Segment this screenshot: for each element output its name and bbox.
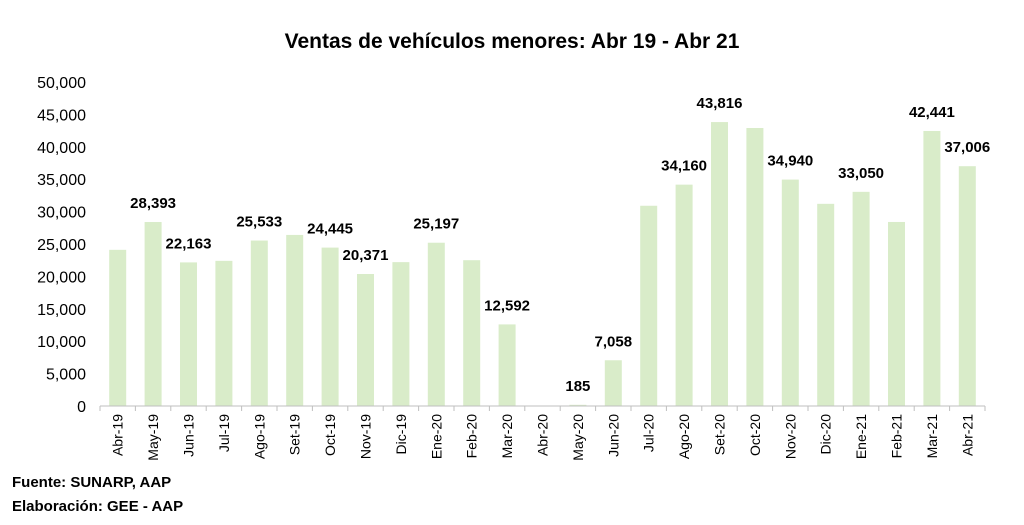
bar: [180, 262, 197, 406]
x-tick-label: May-19: [145, 414, 162, 461]
bar: [322, 248, 339, 406]
data-label: 34,160: [661, 157, 708, 175]
x-tick-label: Mar-20: [499, 414, 516, 459]
y-tick-label: 0: [77, 399, 86, 416]
data-label: 25,533: [236, 213, 283, 231]
bar: [286, 235, 303, 406]
bar: [711, 122, 728, 406]
x-tick-label: Ago-19: [251, 414, 268, 460]
data-label: 12,592: [484, 297, 531, 315]
bar: [357, 274, 374, 406]
x-tick-label: Nov-19: [357, 414, 374, 460]
data-label: 22,163: [165, 235, 212, 253]
y-tick-label: 40,000: [37, 139, 86, 157]
bar: [215, 261, 232, 406]
data-label: 7,058: [594, 333, 633, 351]
data-label: 37,006: [944, 139, 991, 157]
x-tick-label: Abr-19: [109, 414, 126, 457]
y-tick-label: 45,000: [37, 107, 86, 125]
bar: [640, 206, 657, 406]
bar: [605, 360, 622, 406]
x-tick-label: Jul-19: [215, 414, 232, 453]
x-tick-label: Ago-20: [676, 414, 693, 460]
y-tick-label: 50,000: [37, 75, 86, 92]
x-tick-label: Jun-19: [180, 414, 197, 457]
bar: [251, 241, 268, 406]
bar: [923, 131, 940, 406]
x-tick-label: Dic-19: [392, 414, 409, 455]
x-tick-label: Abr-21: [959, 414, 976, 457]
source-note: Fuente: SUNARP, AAP: [12, 474, 172, 491]
x-tick-label: Mar-21: [923, 414, 940, 459]
data-label: 43,816: [696, 95, 743, 113]
data-label: 34,940: [767, 152, 814, 170]
y-tick-label: 20,000: [37, 269, 86, 287]
bar: [888, 222, 905, 406]
y-tick-label: 30,000: [37, 204, 86, 222]
data-label: 28,393: [130, 195, 177, 213]
x-tick-label: Dic-20: [817, 414, 834, 455]
data-label: 185: [565, 377, 591, 395]
y-tick-label: 25,000: [37, 237, 86, 254]
x-tick-label: Set-19: [286, 414, 303, 456]
bar: [499, 324, 516, 406]
y-tick-label: 15,000: [37, 301, 86, 319]
bar: [746, 128, 763, 406]
bar: [853, 192, 870, 406]
elaboration-note: Elaboración: GEE - AAP: [12, 498, 184, 515]
bar: [145, 222, 162, 406]
x-tick-label: Feb-21: [888, 414, 905, 459]
x-tick-label: May-20: [569, 414, 586, 461]
x-tick-label: Oct-19: [322, 414, 339, 457]
data-label: 42,441: [908, 103, 955, 121]
y-tick-label: 35,000: [37, 172, 86, 190]
x-tick-label: Ene-21: [853, 414, 870, 460]
data-label: 33,050: [838, 164, 885, 182]
x-tick-label: Set-20: [711, 414, 728, 456]
bar: [463, 260, 480, 406]
chart-title: Ventas de vehículos menores: Abr 19 - Abr 21: [284, 30, 740, 53]
data-label: 20,371: [342, 246, 389, 264]
y-tick-label: 10,000: [37, 334, 86, 352]
x-tick-label: Jul-20: [640, 414, 657, 453]
x-tick-label: Feb-20: [463, 414, 480, 459]
bar: [959, 166, 976, 406]
bar: [817, 204, 834, 406]
x-tick-label: Oct-20: [746, 414, 763, 457]
x-tick-label: Nov-20: [782, 414, 799, 460]
data-label: 24,445: [307, 220, 354, 238]
x-tick-label: Abr-20: [534, 414, 551, 457]
bar: [676, 185, 693, 406]
data-label: 25,197: [413, 215, 460, 233]
x-tick-label: Jun-20: [605, 414, 622, 457]
bar: [782, 180, 799, 406]
bar: [392, 262, 409, 406]
bar: [109, 250, 126, 406]
x-tick-label: Ene-20: [428, 414, 445, 460]
bar: [428, 243, 445, 406]
y-tick-label: 5,000: [45, 366, 86, 384]
